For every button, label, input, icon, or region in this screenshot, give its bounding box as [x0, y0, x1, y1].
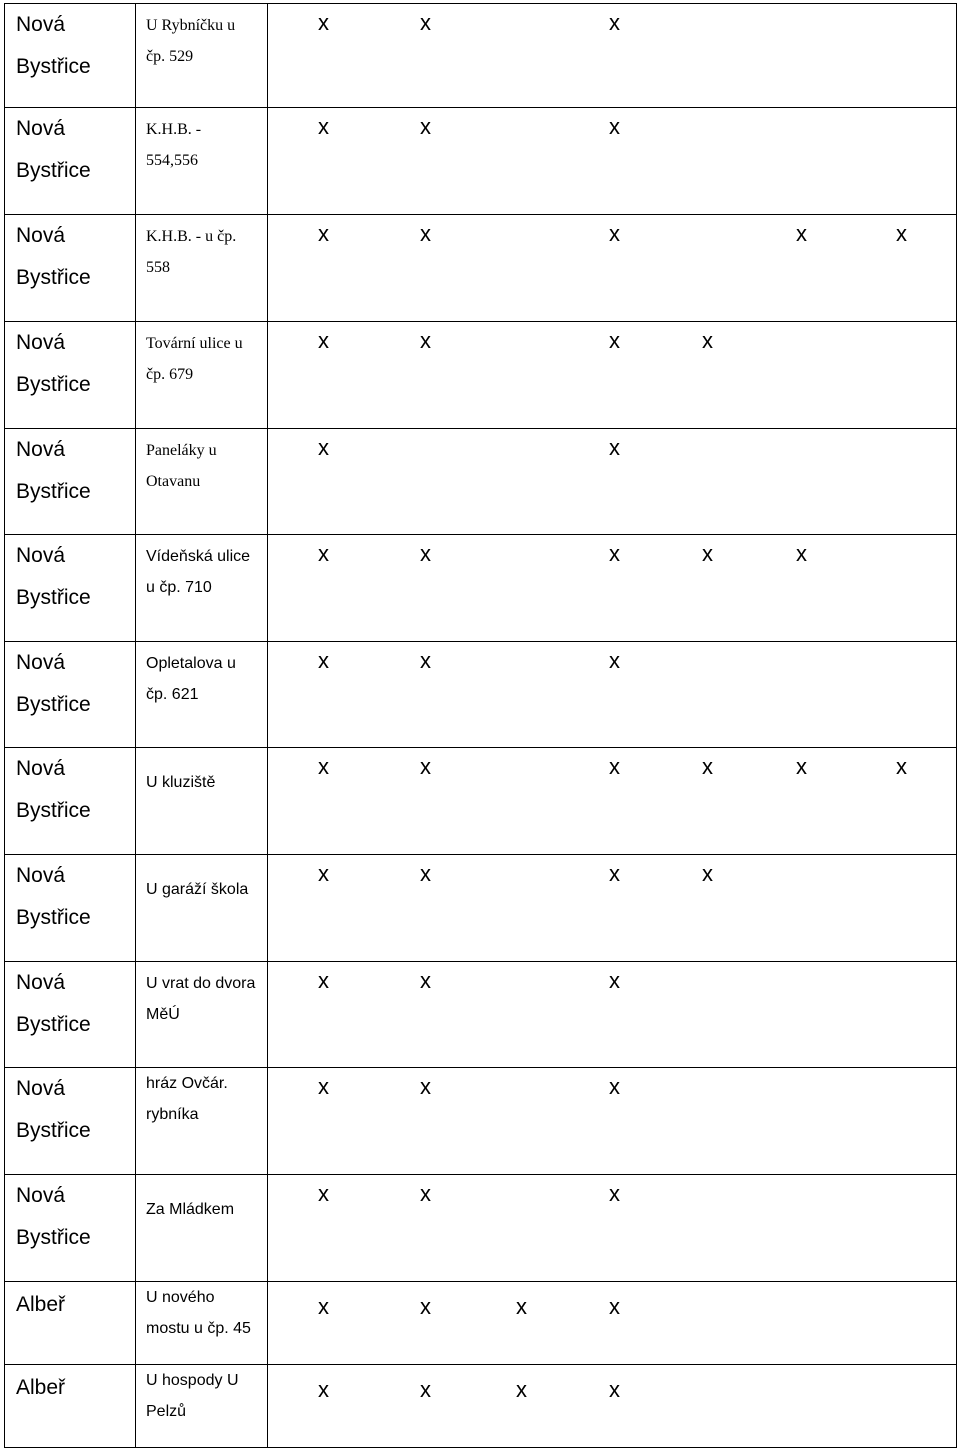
check-mark: x: [609, 1377, 620, 1402]
check-mark: x: [318, 541, 329, 566]
marks-row: [268, 543, 956, 573]
check-mark: x: [896, 754, 907, 779]
marks-cell: [268, 429, 957, 535]
town-name: Albeř: [16, 1293, 66, 1316]
check-mark: x: [609, 648, 620, 673]
check-mark: x: [609, 1294, 620, 1319]
marks-row: [268, 756, 956, 786]
marks-cell: [268, 1068, 957, 1175]
check-mark: x: [516, 1294, 527, 1319]
marks-cell: [268, 4, 957, 108]
table-row: [5, 4, 957, 108]
table-row: [5, 748, 957, 855]
check-mark: x: [609, 861, 620, 886]
check-mark: x: [318, 1377, 329, 1402]
town-cell: [5, 855, 136, 962]
location-table: [4, 3, 957, 1448]
check-mark: x: [420, 1377, 431, 1402]
town-name: Nová Bystřice: [16, 117, 91, 182]
town-cell: [5, 322, 136, 429]
town-cell: [5, 108, 136, 215]
marks-row: [268, 1183, 956, 1213]
marks-row: [268, 970, 956, 1000]
check-mark: x: [318, 114, 329, 139]
check-mark: x: [609, 968, 620, 993]
check-mark: x: [318, 1181, 329, 1206]
town-name: Nová Bystřice: [16, 864, 91, 929]
place-cell: [136, 1175, 268, 1282]
town-name: Nová Bystřice: [16, 224, 91, 289]
check-mark: x: [609, 754, 620, 779]
table-row: [5, 108, 957, 215]
place-name: Tovární ulice u čp. 679: [146, 335, 243, 383]
check-mark: x: [318, 1074, 329, 1099]
marks-row: [268, 1379, 956, 1409]
table-row: [5, 1068, 957, 1175]
check-mark: x: [420, 114, 431, 139]
town-name: Nová Bystřice: [16, 971, 91, 1036]
marks-row: [268, 1296, 956, 1326]
table-row: [5, 962, 957, 1068]
town-name: Nová Bystřice: [16, 1077, 91, 1142]
marks-cell: [268, 1282, 957, 1365]
check-mark: x: [420, 1181, 431, 1206]
table-row: [5, 535, 957, 642]
check-mark: x: [702, 541, 713, 566]
town-name: Albeř: [16, 1376, 66, 1399]
marks-row: [268, 12, 956, 42]
check-mark: x: [609, 114, 620, 139]
town-name: Nová Bystřice: [16, 438, 91, 503]
check-mark: x: [609, 1074, 620, 1099]
place-cell: [136, 1068, 268, 1175]
check-mark: x: [318, 1294, 329, 1319]
table-row: [5, 855, 957, 962]
place-name: U garáží škola: [146, 881, 249, 898]
check-mark: x: [609, 221, 620, 246]
check-mark: x: [896, 221, 907, 246]
town-name: Nová Bystřice: [16, 651, 91, 716]
marks-row: [268, 437, 956, 467]
town-cell: [5, 4, 136, 108]
place-name: U kluziště: [146, 774, 216, 791]
town-cell: [5, 1068, 136, 1175]
check-mark: x: [516, 1377, 527, 1402]
marks-row: [268, 330, 956, 360]
place-cell: [136, 642, 268, 748]
table-row: [5, 1282, 957, 1365]
check-mark: x: [318, 10, 329, 35]
check-mark: x: [420, 221, 431, 246]
place-name: Za Mládkem: [146, 1201, 235, 1218]
marks-row: [268, 650, 956, 680]
check-mark: x: [318, 754, 329, 779]
place-cell: [136, 535, 268, 642]
check-mark: x: [420, 541, 431, 566]
place-cell: [136, 962, 268, 1068]
check-mark: x: [420, 1294, 431, 1319]
place-name: U nového mostu u čp. 45: [146, 1289, 251, 1337]
table-row: [5, 1175, 957, 1282]
place-name: hráz Ovčár. rybníka: [146, 1075, 228, 1123]
place-cell: [136, 1365, 268, 1448]
place-name: Vídeňská ulice u čp. 710: [146, 548, 251, 596]
town-cell: [5, 429, 136, 535]
table-row: [5, 429, 957, 535]
marks-row: [268, 223, 956, 253]
table-row: [5, 642, 957, 748]
place-cell: [136, 855, 268, 962]
marks-cell: [268, 1175, 957, 1282]
marks-row: [268, 863, 956, 893]
marks-cell: [268, 962, 957, 1068]
marks-cell: [268, 642, 957, 748]
check-mark: x: [420, 861, 431, 886]
check-mark: x: [609, 10, 620, 35]
check-mark: x: [420, 754, 431, 779]
place-cell: [136, 215, 268, 322]
town-name: Nová Bystřice: [16, 13, 91, 78]
check-mark: x: [420, 328, 431, 353]
check-mark: x: [420, 1074, 431, 1099]
check-mark: x: [420, 648, 431, 673]
marks-cell: [268, 1365, 957, 1448]
check-mark: x: [318, 648, 329, 673]
town-name: Nová Bystřice: [16, 331, 91, 396]
place-name: K.H.B. - u čp. 558: [146, 228, 237, 276]
check-mark: x: [420, 968, 431, 993]
place-name: U vrat do dvora MěÚ: [146, 975, 256, 1023]
check-mark: x: [318, 328, 329, 353]
town-cell: [5, 1282, 136, 1365]
place-name: Opletalova u čp. 621: [146, 655, 236, 703]
town-cell: [5, 1365, 136, 1448]
check-mark: x: [796, 541, 807, 566]
place-name: K.H.B. - 554,556: [146, 121, 202, 169]
table-row: [5, 215, 957, 322]
check-mark: x: [318, 435, 329, 460]
town-cell: [5, 1175, 136, 1282]
place-cell: [136, 1282, 268, 1365]
check-mark: x: [609, 328, 620, 353]
town-cell: [5, 962, 136, 1068]
town-cell: [5, 748, 136, 855]
town-cell: [5, 215, 136, 322]
marks-cell: [268, 215, 957, 322]
place-cell: [136, 748, 268, 855]
check-mark: x: [702, 328, 713, 353]
town-cell: [5, 535, 136, 642]
place-cell: [136, 429, 268, 535]
marks-cell: [268, 108, 957, 215]
check-mark: x: [318, 968, 329, 993]
place-cell: [136, 322, 268, 429]
check-mark: x: [609, 541, 620, 566]
town-name: Nová Bystřice: [16, 544, 91, 609]
marks-row: [268, 116, 956, 146]
town-cell: [5, 642, 136, 748]
check-mark: x: [609, 1181, 620, 1206]
place-cell: [136, 4, 268, 108]
check-mark: x: [609, 435, 620, 460]
place-name: Paneláky u Otavanu: [146, 442, 217, 490]
check-mark: x: [318, 221, 329, 246]
check-mark: x: [796, 754, 807, 779]
check-mark: x: [318, 861, 329, 886]
marks-cell: [268, 322, 957, 429]
town-name: Nová Bystřice: [16, 757, 91, 822]
place-cell: [136, 108, 268, 215]
table-row: [5, 322, 957, 429]
check-mark: x: [702, 754, 713, 779]
town-name: Nová Bystřice: [16, 1184, 91, 1249]
check-mark: x: [796, 221, 807, 246]
check-mark: x: [420, 10, 431, 35]
marks-cell: [268, 535, 957, 642]
marks-cell: [268, 748, 957, 855]
table-row: [5, 1365, 957, 1448]
marks-row: [268, 1076, 956, 1106]
check-mark: x: [702, 861, 713, 886]
place-name: U hospody U Pelzů: [146, 1372, 239, 1420]
place-name: U Rybníčku u čp. 529: [146, 17, 236, 65]
marks-cell: [268, 855, 957, 962]
